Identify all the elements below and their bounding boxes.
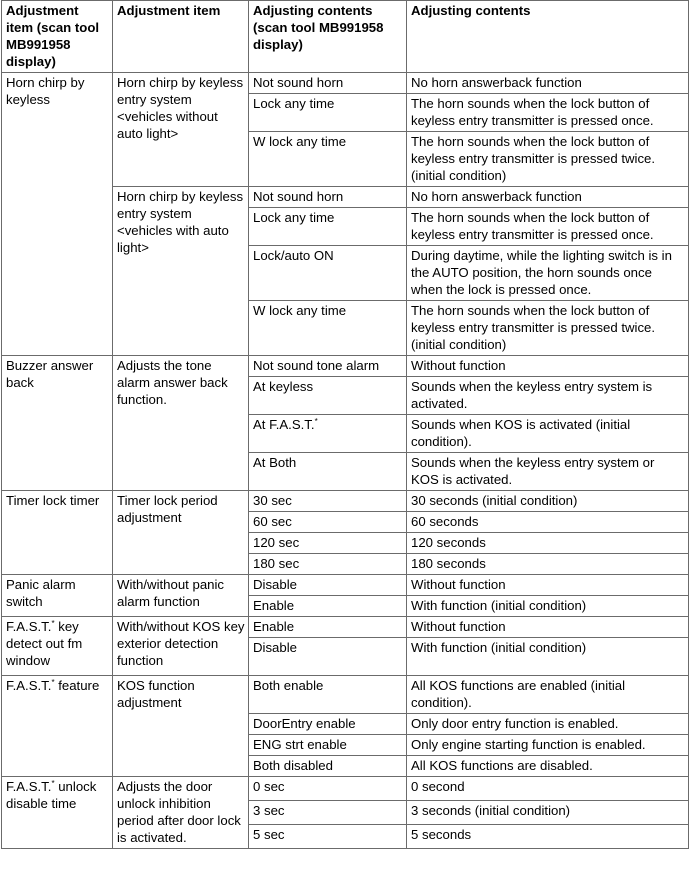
description-cell: All KOS functions are disabled. (407, 756, 689, 777)
item-scan-timer: Timer lock timer (2, 491, 113, 575)
description-cell: With function (initial condition) (407, 596, 689, 617)
setting-cell (249, 415, 407, 453)
description-cell: The horn sounds when the lock button of keyless entry transmitter is pressed twice. (initial condition) (407, 132, 689, 187)
description-cell: Sounds when the keyless entry system is activated. (407, 377, 689, 415)
setting-cell: Enable (249, 617, 407, 638)
description-cell: No horn answerback function (407, 187, 689, 208)
item-horn-auto: Horn chirp by keyless entry system <vehicles with auto light> (113, 187, 249, 356)
table-row (2, 617, 689, 638)
setting-cell: Not sound tone alarm (249, 356, 407, 377)
setting-cell: 3 sec (249, 801, 407, 825)
setting-cell: Lock/auto ON (249, 246, 407, 301)
item-buzzer: Adjusts the tone alarm answer back function. (113, 356, 249, 491)
description-cell: With function (initial condition) (407, 638, 689, 676)
description-cell: No horn answerback function (407, 73, 689, 94)
item-scan-text: feature (54, 678, 100, 693)
table-row (2, 356, 689, 377)
header-row (2, 1, 689, 73)
description-cell: Only door entry function is enabled. (407, 714, 689, 735)
setting-cell: DoorEntry enable (249, 714, 407, 735)
description-cell: 120 seconds (407, 533, 689, 554)
setting-cell: Disable (249, 638, 407, 676)
setting-cell: Both disabled (249, 756, 407, 777)
item-timer: Timer lock period adjustment (113, 491, 249, 575)
description-cell: Without function (407, 356, 689, 377)
table-row (2, 676, 689, 714)
setting-cell: Not sound horn (249, 187, 407, 208)
table-row (2, 491, 689, 512)
description-cell: The horn sounds when the lock button of keyless entry transmitter is pressed once. (407, 94, 689, 132)
table-row (2, 575, 689, 596)
description-cell: The horn sounds when the lock button of keyless entry transmitter is pressed once. (407, 208, 689, 246)
table-row (2, 777, 689, 801)
item-scan-key-detect (2, 617, 113, 676)
setting-cell: 120 sec (249, 533, 407, 554)
description-cell: Sounds when the keyless entry system or KOS is activated. (407, 453, 689, 491)
header-contents: Adjusting contents (407, 1, 689, 73)
setting-cell: At keyless (249, 377, 407, 415)
description-cell: 3 seconds (initial condition) (407, 801, 689, 825)
setting-cell: Lock any time (249, 94, 407, 132)
table-row (2, 73, 689, 94)
item-scan-horn: Horn chirp by keyless (2, 73, 113, 356)
item-scan-text: F.A.S.T. (6, 619, 52, 634)
item-unlock-disable: Adjusts the door unlock inhibition period after door lock is activated. (113, 777, 249, 849)
item-panic: With/without panic alarm function (113, 575, 249, 617)
item-horn-no-auto: Horn chirp by keyless entry system <vehicles without auto light> (113, 73, 249, 187)
item-scan-unlock-disable (2, 777, 113, 849)
setting-cell: Not sound horn (249, 73, 407, 94)
footnote-mark: * (51, 619, 55, 628)
setting-cell: ENG strt enable (249, 735, 407, 756)
description-cell: During daytime, while the lighting switch is in the AUTO position, the horn sounds once when the lock is pressed once. (407, 246, 689, 301)
description-cell: 180 seconds (407, 554, 689, 575)
item-scan-panic: Panic alarm switch (2, 575, 113, 617)
setting-cell: Lock any time (249, 208, 407, 246)
item-scan-text: unlock disable time (6, 779, 97, 811)
description-cell: Without function (407, 617, 689, 638)
item-scan-feature (2, 676, 113, 777)
setting-cell: W lock any time (249, 301, 407, 356)
setting-cell: 30 sec (249, 491, 407, 512)
footnote-mark: * (51, 678, 55, 687)
setting-cell: Disable (249, 575, 407, 596)
description-cell: 5 seconds (407, 825, 689, 849)
description-cell: 0 second (407, 777, 689, 801)
description-cell: 30 seconds (initial condition) (407, 491, 689, 512)
setting-cell: Both enable (249, 676, 407, 714)
header-item: Adjustment item (113, 1, 249, 73)
setting-cell: 0 sec (249, 777, 407, 801)
setting-cell: 5 sec (249, 825, 407, 849)
header-contents-scan: Adjusting contents (scan tool MB991958 display) (249, 1, 407, 73)
setting-cell: At Both (249, 453, 407, 491)
setting-text: At F.A.S.T. (253, 417, 315, 432)
description-cell: 60 seconds (407, 512, 689, 533)
item-feature: KOS function adjustment (113, 676, 249, 777)
item-scan-text: F.A.S.T. (6, 678, 52, 693)
item-scan-text: F.A.S.T. (6, 779, 52, 794)
item-key-detect: With/without KOS key exterior detection function (113, 617, 249, 676)
setting-cell: Enable (249, 596, 407, 617)
description-cell: The horn sounds when the lock button of keyless entry transmitter is pressed twice. (initial condition) (407, 301, 689, 356)
setting-cell: 180 sec (249, 554, 407, 575)
description-cell: All KOS functions are enabled (initial condition). (407, 676, 689, 714)
description-cell: Without function (407, 575, 689, 596)
setting-cell: W lock any time (249, 132, 407, 187)
description-cell: Only engine starting function is enabled. (407, 735, 689, 756)
description-cell: Sounds when KOS is activated (initial condition). (407, 415, 689, 453)
header-item-scan: Adjustment item (scan tool MB991958 display) (2, 1, 113, 73)
footnote-mark: * (51, 779, 55, 788)
footnote-mark: * (314, 417, 318, 426)
item-scan-text: key detect out fm window (6, 619, 83, 668)
item-scan-buzzer: Buzzer answer back (2, 356, 113, 491)
adjustment-table (1, 0, 689, 849)
setting-cell: 60 sec (249, 512, 407, 533)
